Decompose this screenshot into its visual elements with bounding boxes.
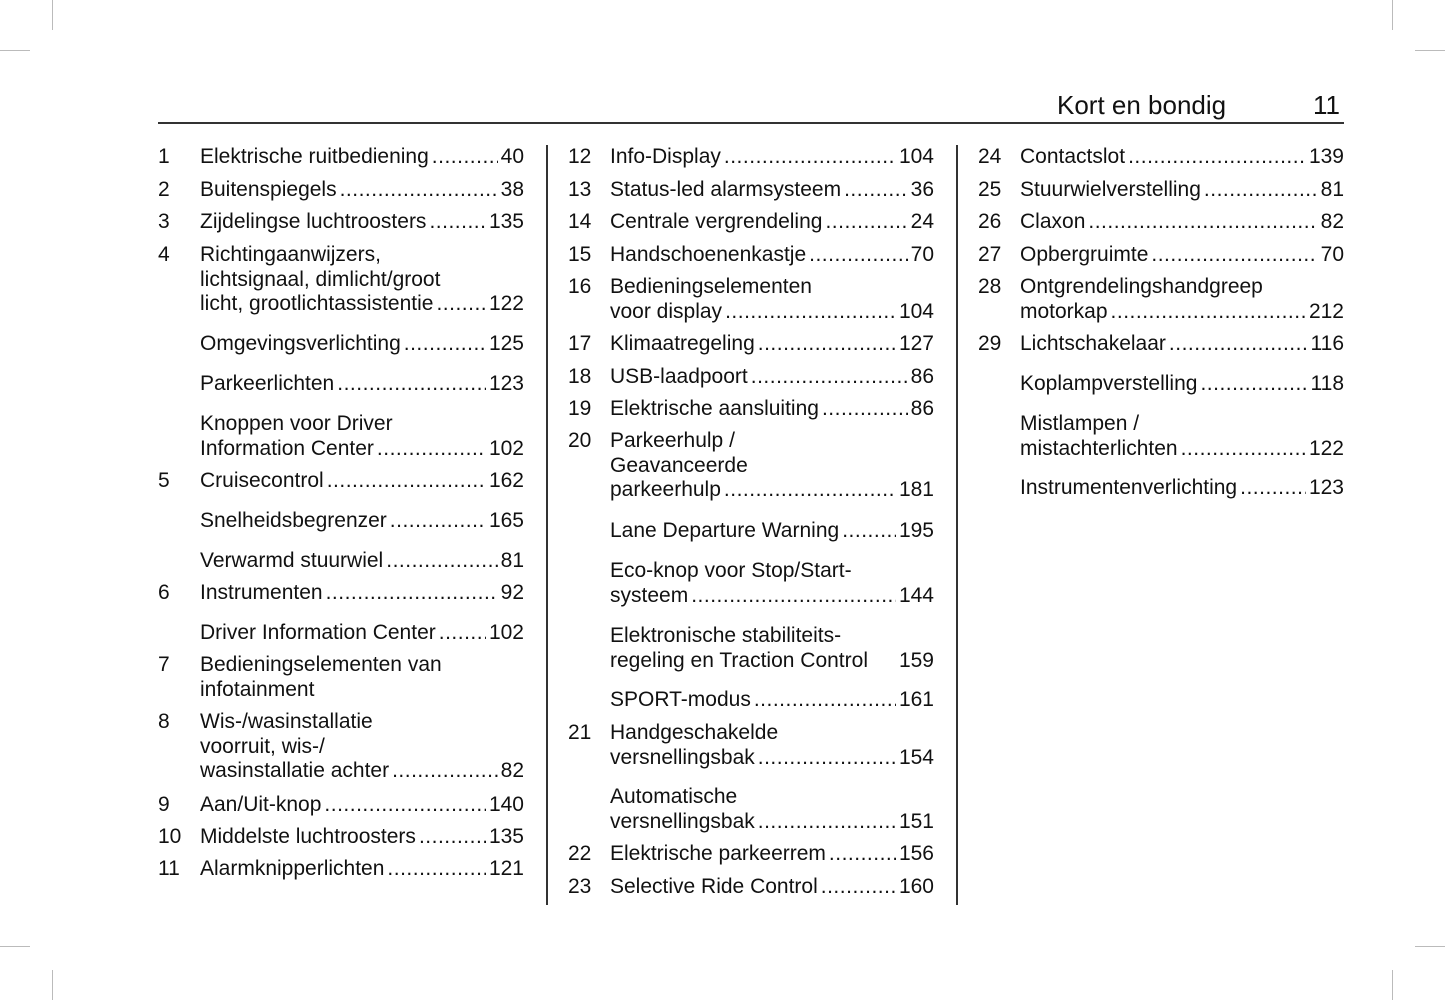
entry-text: Omgevingsverlichting — [200, 332, 401, 355]
page-reference: 159 — [898, 648, 934, 672]
dot-leader — [691, 584, 896, 609]
entry-text: wasinstallatie achter — [200, 759, 390, 783]
section-title: Kort en bondig — [1057, 90, 1227, 120]
dot-leader — [377, 437, 486, 462]
page-reference: 123 — [1308, 476, 1344, 499]
column-divider — [956, 145, 958, 905]
dot-leader — [1181, 437, 1306, 462]
entry-text: Aan/Uit-knop — [200, 793, 322, 816]
entry-text: Lichtschakelaar — [1020, 332, 1166, 355]
header-rule — [158, 122, 1344, 124]
dot-leader — [842, 519, 896, 544]
entry-text: Verwarmd stuurwiel — [200, 549, 384, 572]
entry-text: Geavanceerde — [610, 453, 748, 477]
entry-text: Selective Ride Control — [610, 875, 818, 898]
dot-leader — [337, 372, 486, 397]
dot-leader — [324, 793, 486, 818]
dot-leader — [758, 746, 896, 771]
dot-leader — [340, 178, 498, 203]
page-reference: 162 — [488, 469, 524, 492]
entry-number: 23 — [568, 875, 592, 898]
dot-leader — [390, 509, 486, 534]
page-reference: 116 — [1310, 332, 1344, 355]
dot-leader — [844, 178, 908, 203]
entry-number: 25 — [978, 178, 1002, 201]
page-reference: 118 — [1310, 372, 1344, 395]
entry-number: 11 — [158, 857, 180, 880]
entry-number: 4 — [158, 243, 170, 266]
dot-leader — [436, 292, 486, 317]
entry-text: Cruisecontrol — [200, 469, 324, 492]
page-reference: 139 — [1308, 145, 1344, 168]
page-reference: 156 — [898, 842, 934, 865]
page-reference: 165 — [488, 509, 524, 532]
dot-leader — [386, 549, 497, 574]
dot-leader — [822, 397, 908, 422]
entry-number: 12 — [568, 145, 592, 168]
entry-number: 24 — [978, 145, 1002, 168]
entry-text: Elektrische parkeerrem — [610, 842, 826, 865]
dot-leader — [429, 210, 486, 235]
dot-leader — [432, 145, 498, 170]
entry-text: infotainment — [200, 677, 315, 701]
page-reference: 86 — [910, 397, 934, 420]
crop-mark — [52, 970, 53, 1000]
entry-number: 16 — [568, 275, 592, 298]
page-reference: 122 — [1308, 436, 1344, 460]
entry-text: Centrale vergrendeling — [610, 210, 823, 233]
entry-text: Eco-knop voor Stop/Start- — [610, 559, 852, 582]
crop-mark — [0, 50, 30, 51]
entry-number: 8 — [158, 710, 170, 733]
entry-number: 5 — [158, 469, 170, 492]
dot-leader — [758, 810, 896, 835]
entry-text: Parkeerhulp / — [610, 429, 735, 452]
crop-mark — [1415, 50, 1445, 51]
entry-text: lichtsignaal, dimlicht/groot — [200, 267, 441, 291]
entry-number: 22 — [568, 842, 592, 865]
dot-leader — [821, 875, 896, 900]
entry-number: 20 — [568, 429, 592, 452]
entry-number: 29 — [978, 332, 1002, 355]
entry-text: Middelste luchtroosters — [200, 825, 416, 848]
entry-text: Bedieningselementen — [610, 275, 812, 298]
page-reference: 81 — [1320, 178, 1344, 201]
page-reference: 151 — [898, 809, 934, 833]
page-reference: 92 — [500, 581, 524, 604]
page-reference: 102 — [488, 621, 524, 644]
dot-leader — [1204, 178, 1318, 203]
entry-text: Richtingaanwijzers, — [200, 243, 381, 266]
dot-leader — [1240, 476, 1306, 501]
entry-text: Stuurwielverstelling — [1020, 178, 1201, 201]
page-reference: 40 — [500, 145, 524, 168]
entry-text: Elektrische ruitbediening — [200, 145, 429, 168]
entry-number: 14 — [568, 210, 592, 233]
dot-leader — [724, 145, 896, 170]
entry-text: systeem — [610, 583, 689, 607]
page-reference: 104 — [898, 145, 934, 168]
dot-leader — [725, 300, 896, 325]
entry-text: Ontgrendelingshandgreep — [1020, 275, 1263, 298]
entry-number: 10 — [158, 825, 182, 848]
page-reference: 24 — [910, 210, 934, 233]
entry-number: 18 — [568, 365, 592, 388]
entry-text: USB-laadpoort — [610, 365, 748, 388]
entry-number: 28 — [978, 275, 1002, 298]
dot-leader — [809, 243, 908, 268]
page-reference: 127 — [898, 332, 934, 355]
entry-number: 9 — [158, 793, 170, 816]
entry-text: Bedieningselementen van — [200, 653, 442, 676]
entry-text: motorkap — [1020, 299, 1108, 323]
dot-leader — [758, 332, 896, 357]
entry-text: Automatische — [610, 785, 738, 808]
entry-text: Claxon — [1020, 210, 1086, 233]
page-reference: 135 — [488, 825, 524, 848]
dot-leader — [1169, 332, 1308, 357]
dot-leader — [327, 469, 486, 494]
page-reference: 82 — [1320, 210, 1344, 233]
entry-text: Wis-/wasinstallatie — [200, 710, 373, 733]
entry-text: Knoppen voor Driver — [200, 412, 393, 435]
crop-mark — [1415, 946, 1445, 947]
page-reference: 38 — [500, 178, 524, 201]
page-reference: 140 — [488, 793, 524, 816]
dot-leader — [326, 581, 498, 606]
page-reference: 154 — [898, 745, 934, 769]
entry-number: 21 — [568, 721, 592, 744]
page-reference: 122 — [488, 292, 524, 316]
page-reference: 161 — [898, 688, 934, 711]
entry-number: 13 — [568, 178, 592, 201]
page-reference: 70 — [910, 243, 934, 266]
entry-text: Buitenspiegels — [200, 178, 337, 201]
page-reference: 86 — [910, 365, 934, 388]
entry-text: Information Center — [200, 436, 374, 460]
entry-number: 1 — [158, 145, 170, 168]
entry-text: Parkeerlichten — [200, 372, 335, 395]
entry-text: licht, grootlichtassistentie — [200, 292, 434, 316]
dot-leader — [1128, 145, 1306, 170]
page-reference: 212 — [1308, 299, 1344, 323]
page-reference: 36 — [910, 178, 934, 201]
page-number: 11 — [1313, 90, 1340, 120]
entry-text: Handgeschakelde — [610, 721, 779, 744]
dot-leader — [1200, 372, 1307, 397]
entry-text: Elektrische aansluiting — [610, 397, 819, 420]
entry-text: Contactslot — [1020, 145, 1126, 168]
entry-text: Driver Information Center — [200, 621, 436, 644]
dot-leader — [829, 842, 896, 867]
dot-leader — [751, 365, 908, 390]
page-reference: 70 — [1320, 243, 1344, 266]
entry-number: 2 — [158, 178, 170, 201]
entry-number: 6 — [158, 581, 170, 604]
page-reference: 144 — [898, 583, 934, 607]
entry-text: Opbergruimte — [1020, 243, 1149, 266]
entry-text: mistachterlichten — [1020, 436, 1178, 460]
dot-leader — [439, 621, 486, 646]
dot-leader — [1151, 243, 1317, 268]
entry-text: Snelheidsbegrenzer — [200, 509, 387, 532]
dot-leader — [392, 759, 498, 784]
entry-text: regeling en Traction Control — [610, 648, 868, 672]
entry-text: Instrumenten — [200, 581, 323, 604]
page-reference: 81 — [500, 549, 524, 572]
entry-text: Instrumentenverlichting — [1020, 476, 1238, 499]
dot-leader — [1111, 300, 1306, 325]
entry-number: 27 — [978, 243, 1002, 266]
entry-text: Zijdelingse luchtroosters — [200, 210, 427, 233]
page-reference: 82 — [500, 759, 524, 783]
page-reference: 195 — [898, 519, 934, 542]
page-reference: 104 — [898, 299, 934, 323]
entry-number: 15 — [568, 243, 592, 266]
crop-mark — [1392, 970, 1393, 1000]
entry-text: Koplampverstelling — [1020, 372, 1198, 395]
entry-number: 3 — [158, 210, 170, 233]
entry-text: versnellingsbak — [610, 745, 755, 769]
dot-leader — [754, 688, 896, 713]
entry-text: parkeerhulp — [610, 478, 721, 502]
entry-number: 19 — [568, 397, 592, 420]
entry-text: Status-led alarmsysteem — [610, 178, 842, 201]
entry-text: Alarmknipperlichten — [200, 857, 385, 880]
entry-text: voorruit, wis-/ — [200, 734, 325, 758]
entry-text: Klimaatregeling — [610, 332, 755, 355]
page-reference: 123 — [488, 372, 524, 395]
entry-number: 26 — [978, 210, 1002, 233]
dot-leader — [404, 332, 486, 357]
dot-leader — [419, 825, 486, 850]
dot-leader — [871, 649, 896, 674]
entry-text: Mistlampen / — [1020, 412, 1140, 435]
dot-leader — [387, 857, 486, 882]
entry-text: Handschoenenkastje — [610, 243, 807, 266]
page-reference: 102 — [488, 436, 524, 460]
entry-number: 7 — [158, 653, 170, 676]
page-reference: 125 — [488, 332, 524, 355]
crop-mark — [52, 0, 53, 30]
page-reference: 121 — [488, 857, 524, 880]
dot-leader — [1088, 210, 1317, 235]
column-divider — [546, 145, 548, 905]
entry-text: SPORT-modus — [610, 688, 751, 711]
page-reference: 160 — [898, 875, 934, 898]
page-reference: 181 — [898, 478, 934, 502]
entry-text: versnellingsbak — [610, 809, 755, 833]
entry-number: 17 — [568, 332, 592, 355]
entry-text: Info-Display — [610, 145, 721, 168]
entry-text: voor display — [610, 299, 723, 323]
dot-leader — [825, 210, 907, 235]
entry-text: Lane Departure Warning — [610, 519, 840, 542]
page-reference: 135 — [488, 210, 524, 233]
dot-leader — [724, 478, 896, 503]
crop-mark — [1392, 0, 1393, 30]
entry-text: Elektronische stabiliteits- — [610, 624, 842, 647]
crop-mark — [0, 946, 30, 947]
